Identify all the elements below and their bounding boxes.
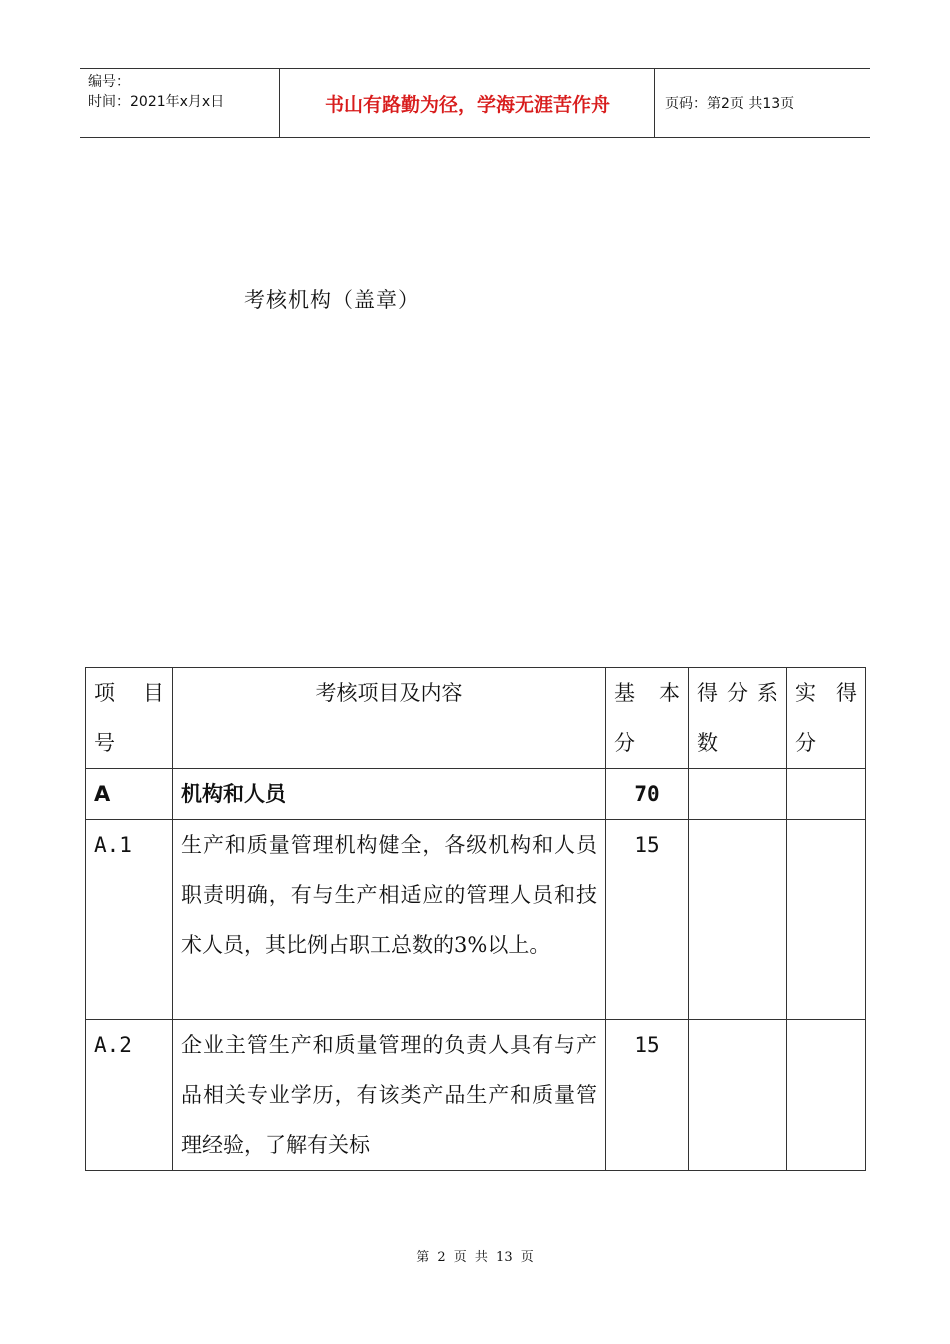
row-content: 机构和人员 bbox=[173, 769, 606, 820]
header-actual-score: 实 得 分 bbox=[787, 668, 866, 769]
row-score: 15 bbox=[606, 820, 689, 1020]
row-code: A.2 bbox=[86, 1020, 173, 1171]
page-footer: 第 2 页 共 13 页 bbox=[416, 1250, 534, 1265]
table-row bbox=[86, 820, 866, 1020]
header-meta bbox=[80, 69, 280, 137]
header-page-info: 页码：第2页 共13页 bbox=[665, 96, 795, 112]
document-number-label: 编号： bbox=[88, 74, 130, 90]
row-code: A.1 bbox=[86, 820, 173, 1020]
page-header bbox=[80, 68, 870, 138]
row-score: 70 bbox=[606, 769, 689, 820]
row-coefficient bbox=[689, 1020, 787, 1171]
row-score: 15 bbox=[606, 1020, 689, 1171]
header-motto: 书山有路勤为径，学海无涯苦作舟 bbox=[281, 69, 655, 137]
header-coefficient: 得分系数 bbox=[689, 668, 787, 769]
row-content: 企业主管生产和质量管理的负责人具有与产品相关专业学历，有该类产品生产和质量管理经验，了解有关标 bbox=[173, 1020, 606, 1171]
table-header-row bbox=[86, 668, 866, 769]
header-base-score: 基 本 分 bbox=[606, 668, 689, 769]
row-coefficient bbox=[689, 769, 787, 820]
header-item-no: 项 目 号 bbox=[86, 668, 173, 769]
table-row bbox=[86, 1020, 866, 1171]
row-actual bbox=[787, 820, 866, 1020]
document-date: 时间：2021年x月x日 bbox=[88, 94, 225, 110]
row-content: 生产和质量管理机构健全，各级机构和人员职责明确，有与生产相适应的管理人员和技术人员，其比例占职工总数的3%以上。 bbox=[173, 820, 606, 1020]
table-row bbox=[86, 769, 866, 820]
row-actual bbox=[787, 769, 866, 820]
assessment-table bbox=[85, 667, 866, 1171]
stamp-label: 考核机构（盖章） bbox=[244, 288, 420, 312]
row-code: A bbox=[86, 769, 173, 820]
header-content: 考核项目及内容 bbox=[173, 668, 606, 769]
row-actual bbox=[787, 1020, 866, 1171]
row-coefficient bbox=[689, 820, 787, 1020]
